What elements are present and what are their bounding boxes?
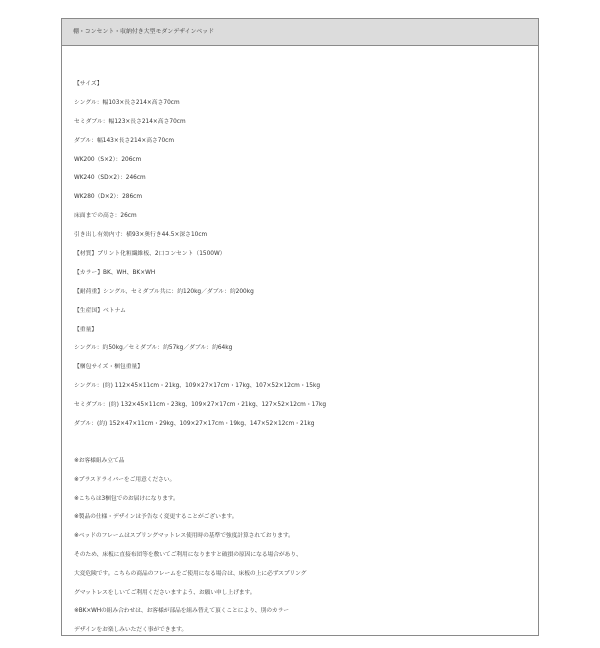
spec-line: シングル：幅103×長さ214×高さ70cm xyxy=(74,99,180,106)
section-gap xyxy=(74,434,538,452)
notes-list xyxy=(74,452,538,640)
note-line: ※プラスドライバーをご用意ください。 xyxy=(74,476,176,483)
spec-line: ダブル：(約) 152×47×11cm・29kg、109×27×17cm・19kg、147×52×12cm・21kg xyxy=(74,421,315,428)
spec-list xyxy=(74,75,538,434)
spec-line: WK200（S×2）：206cm xyxy=(74,156,142,163)
spec-line: シングル：(約) 112×45×11cm・21kg、109×27×17cm・17kg、107×52×12cm・15kg xyxy=(74,383,321,390)
spec-line: 【カラー】BK、WH、BK×WH xyxy=(74,269,156,276)
note-line: グマットレスをしいてご利用くださいますよう、お願い申し上げます。 xyxy=(74,589,256,596)
spec-line: 【重量】 xyxy=(74,326,98,333)
spec-panel xyxy=(61,18,539,636)
note-line: ※BK×WHの組み合わせは、お客様が部品を組み替えて頂くことにより、別のカラー xyxy=(74,608,289,615)
spec-line: 【梱包サイズ・梱包重量】 xyxy=(74,364,144,371)
spec-line: 【サイズ】 xyxy=(74,81,103,87)
spec-line: 床面までの高さ：26cm xyxy=(74,213,137,220)
note-line: 大変危険です。こちらの商品のフレームをご使用になる場合は、床板の上に必ずスプリング xyxy=(74,570,307,577)
spec-line: 【生産国】ベトナム xyxy=(74,307,126,314)
panel-title: 棚・コンセント・収納付き大型モダンデザインベッド xyxy=(62,19,538,46)
spec-line: ダブル：幅143×長さ214×高さ70cm xyxy=(74,137,174,144)
spec-line: セミダブル：幅123×長さ214×高さ70cm xyxy=(74,118,186,125)
spec-line: 【材質】プリント化粧繊維板、2口コンセント（1500W） xyxy=(74,251,226,258)
spec-line: シングル：約50kg／セミダブル：約57kg／ダブル：約64kg xyxy=(74,345,233,352)
note-line: ※こちらは3梱包でのお届けになります。 xyxy=(74,495,179,502)
spec-line: WK280（D×2）：286cm xyxy=(74,194,142,201)
note-line: デザインをお楽しみいただく事ができます。 xyxy=(74,627,188,634)
note-line: ※ベッドのフレームはスプリングマットレス使用時の基準で強度計算されております。 xyxy=(74,533,294,540)
note-line: そのため、床板に直接布団等を敷いてご利用になりますと破損の原因になる場合があり、 xyxy=(74,551,302,558)
spec-line: 引き出し有効内寸：横93×奥行き44.5×深さ10cm xyxy=(74,232,208,239)
panel-body xyxy=(62,46,538,640)
note-line: ※お客様組み立て品 xyxy=(74,457,125,464)
spec-line: 【耐荷重】シングル、セミダブル共に：約120kg／ダブル：約200kg xyxy=(74,288,254,295)
spec-line: WK240（SD×2）：246cm xyxy=(74,175,146,182)
spec-line: セミダブル：(約) 132×45×11cm・23kg、109×27×17cm・21kg、127×52×12cm・17kg xyxy=(74,402,327,409)
note-line: ※製品の仕様・デザインは予告なく変更することがございます。 xyxy=(74,514,238,521)
